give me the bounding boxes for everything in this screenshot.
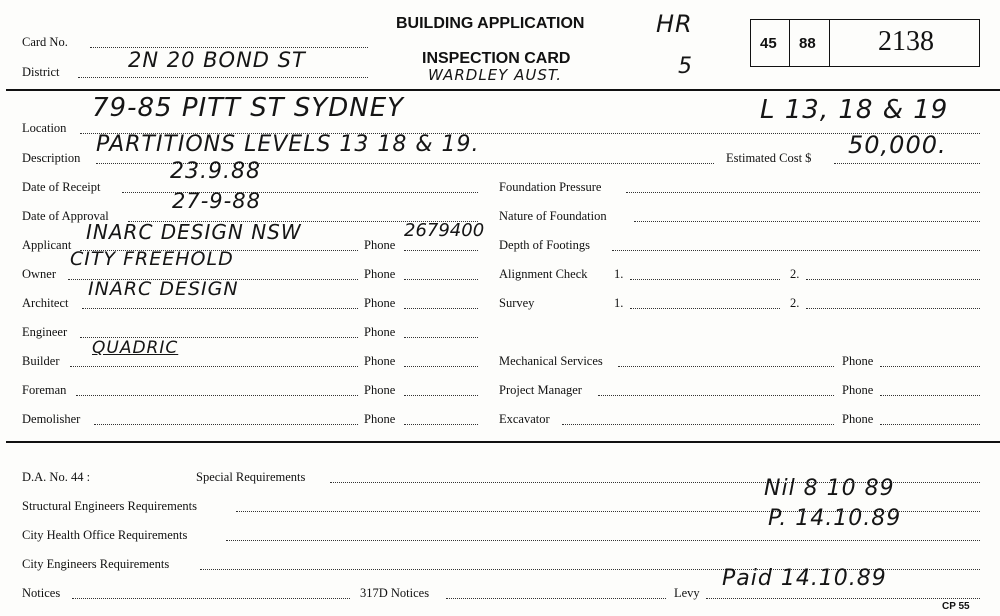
district-label: District [22,65,60,79]
demolisher-phone-label: Phone [364,412,396,426]
foundation-pressure-label: Foundation Pressure [499,180,602,194]
date-of-approval-label: Date of Approval [22,209,109,223]
survey-label: Survey [499,296,535,310]
owner-label: Owner [22,267,57,281]
district-sub-value: WARDLEY AUST. [428,66,562,84]
district-line [78,77,368,78]
architect-line [82,308,358,309]
project-manager-label: Project Manager [499,383,582,397]
applicant-label: Applicant [22,238,72,252]
excavator-phone-label: Phone [842,412,874,426]
survey-1-label: 1. [614,296,624,310]
builder-label: Builder [22,354,60,368]
digit-handwritten: 5 [678,54,693,79]
city-health-line [226,540,980,541]
foreman-line [76,395,358,396]
location-label: Location [22,121,67,135]
middle-rule [6,441,1000,443]
owner-phone-line [404,279,478,280]
architect-phone-label: Phone [364,296,396,310]
demolisher-line [94,424,358,425]
box-year-prefix: 45 [760,35,777,52]
description-label: Description [22,151,81,165]
box-divider-1 [789,19,790,67]
alignment-check-1-label: 1. [614,267,624,281]
special-requirements-label: Special Requirements [196,470,306,484]
foreman-label: Foreman [22,383,67,397]
survey-1-line [630,308,780,309]
card-no-label: Card No. [22,35,68,49]
city-engineers-label: City Engineers Requirements [22,557,170,571]
notices-317d-line [446,598,666,599]
builder-line [70,366,358,367]
project-manager-phone-line [880,395,980,396]
estimated-cost-label: Estimated Cost $ [726,151,812,165]
depth-of-footings-line [612,250,980,251]
date-of-approval-value: 27-9-88 [172,189,261,213]
excavator-label: Excavator [499,412,550,426]
architect-value: INARC DESIGN [88,278,239,300]
excavator-line [562,424,834,425]
engineer-phone-line [404,337,478,338]
date-of-receipt-value: 23.9.88 [170,159,261,184]
owner-value: CITY FREEHOLD [70,248,234,270]
applicant-phone-value: 2679400 [404,220,485,241]
date-of-receipt-label: Date of Receipt [22,180,101,194]
nature-of-foundation-label: Nature of Foundation [499,209,607,223]
alignment-check-label: Alignment Check [499,267,588,281]
notices-317d-label: 317D Notices [360,586,430,600]
architect-label: Architect [22,296,69,310]
structural-engineers-label: Structural Engineers Requirements [22,499,197,513]
demolisher-phone-line [404,424,478,425]
architect-phone-line [404,308,478,309]
description-value: PARTITIONS LEVELS 13 18 & 19. [96,132,480,157]
levy-label: Levy [674,586,700,600]
notices-line [72,598,350,599]
city-health-label: City Health Office Requirements [22,528,188,542]
structural-note: Nil 8 10 89 [764,476,895,501]
form-code: CP 55 [942,601,970,612]
alignment-check-1-line [630,279,780,280]
foundation-pressure-line [626,192,980,193]
survey-2-label: 2. [790,296,800,310]
project-manager-phone-label: Phone [842,383,874,397]
excavator-phone-line [880,424,980,425]
alignment-check-2-label: 2. [790,267,800,281]
engineer-phone-label: Phone [364,325,396,339]
builder-phone-line [404,366,478,367]
levy-line [706,598,980,599]
alignment-check-2-line [806,279,980,280]
nature-of-foundation-line [634,221,980,222]
box-year: 88 [799,35,816,52]
estimated-cost-value: 50,000. [848,131,947,159]
engineer-label: Engineer [22,325,68,339]
location-value: 79-85 PITT ST SYDNEY [92,93,405,123]
top-rule [6,89,1000,91]
title-inspection-card: INSPECTION CARD [422,50,571,67]
mechanical-phone-label: Phone [842,354,874,368]
levy-note: Paid 14.10.89 [722,566,887,591]
builder-phone-label: Phone [364,354,396,368]
notices-label: Notices [22,586,61,600]
box-card-number: 2138 [878,26,934,57]
mechanical-phone-line [880,366,980,367]
foreman-phone-line [404,395,478,396]
mechanical-services-label: Mechanical Services [499,354,603,368]
initials-handwritten: HR [656,10,693,38]
da-no-label: D.A. No. 44 : [22,470,91,484]
district-value: 2N 20 BOND ST [128,48,306,72]
location-levels-value: L 13, 18 & 19 [760,95,949,125]
builder-value: QUADRIC [92,338,179,358]
project-manager-line [598,395,834,396]
survey-2-line [806,308,980,309]
mechanical-services-line [618,366,834,367]
applicant-phone-label: Phone [364,238,396,252]
depth-of-footings-label: Depth of Footings [499,238,590,252]
title-building-application: BUILDING APPLICATION [396,15,585,32]
card-number-box [750,19,980,67]
owner-phone-label: Phone [364,267,396,281]
estimated-cost-line [834,163,980,164]
demolisher-label: Demolisher [22,412,81,426]
box-divider-2 [829,19,830,67]
applicant-value: INARC DESIGN NSW [86,220,302,244]
health-note: P. 14.10.89 [768,506,902,531]
foreman-phone-label: Phone [364,383,396,397]
applicant-phone-line [404,250,478,251]
